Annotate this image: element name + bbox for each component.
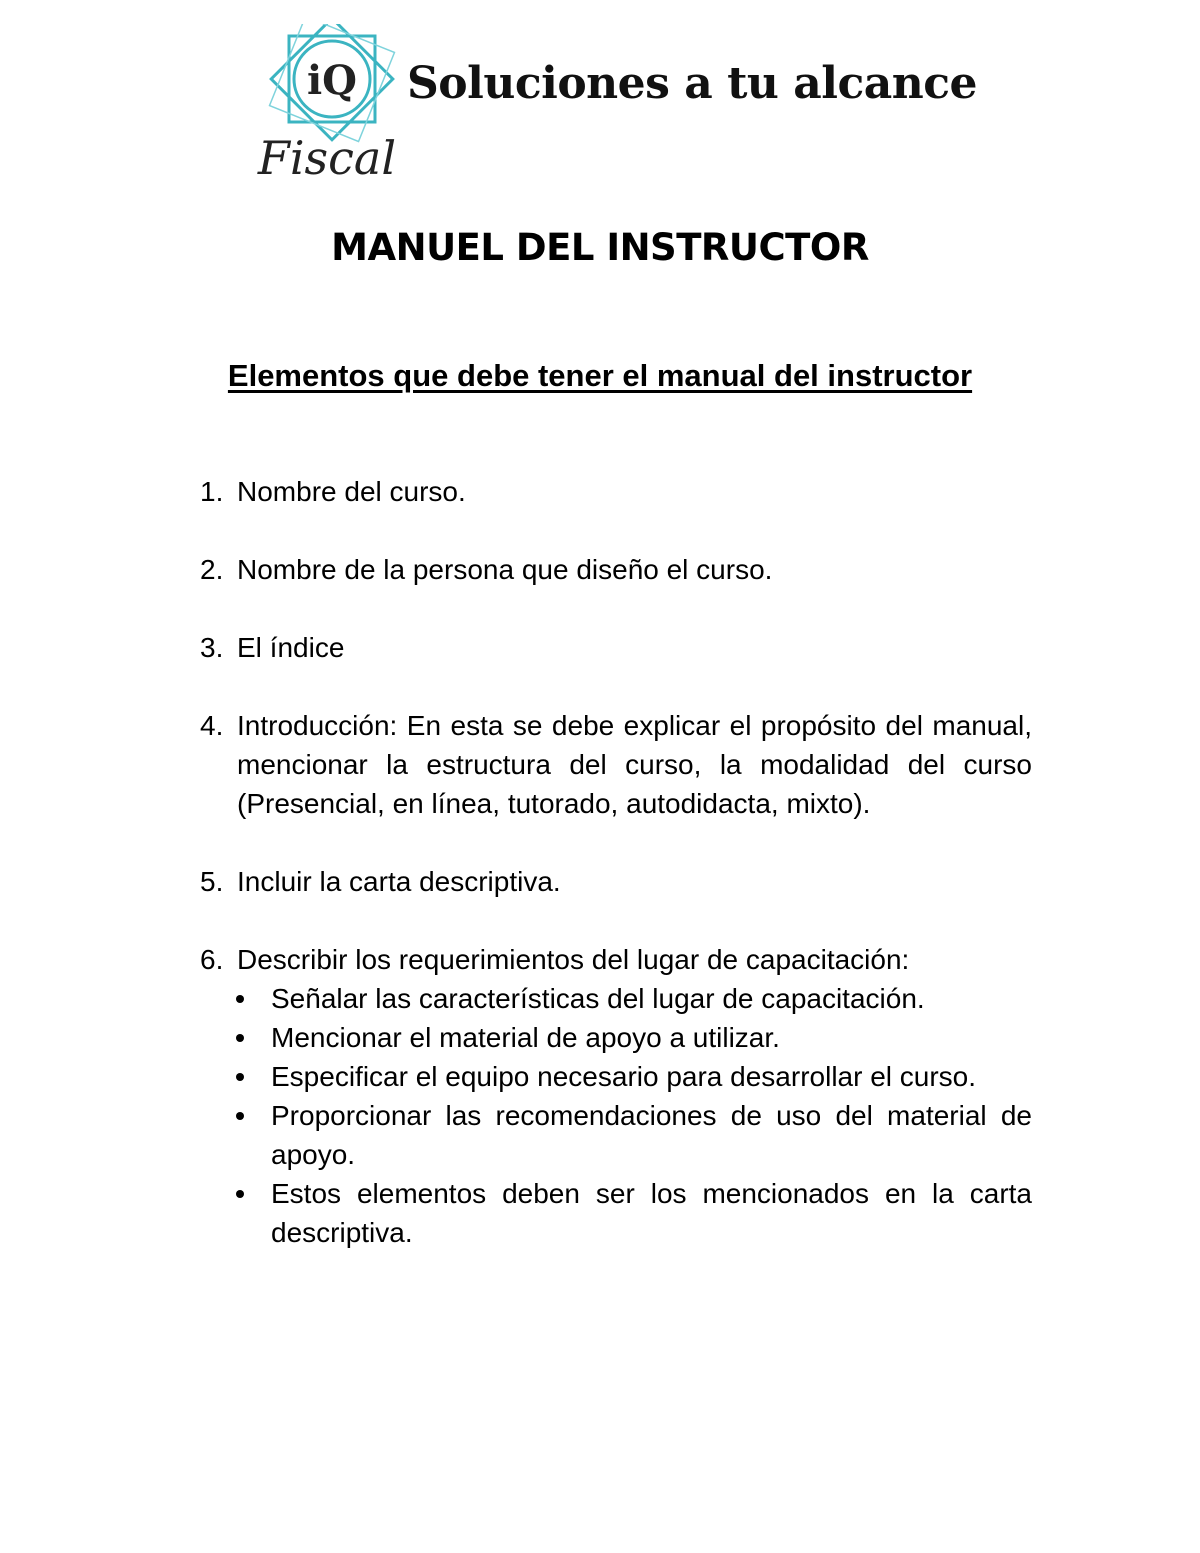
list-item [200, 628, 1032, 667]
item-text: Incluir la carta descriptiva. [237, 866, 561, 897]
section-subtitle: Elementos que debe tener el manual del instructor [227, 358, 973, 393]
page-header [255, 24, 978, 184]
item-text: El índice [237, 632, 345, 663]
item-number: 2. [200, 554, 224, 585]
item-number: 3. [200, 632, 224, 663]
bullet-item [200, 1174, 1032, 1252]
list-item [200, 862, 1032, 901]
bullet-text: Señalar las características del lugar de capacitación. [271, 983, 925, 1014]
bullet-item [200, 1096, 1032, 1174]
item-number: 4. [200, 710, 224, 741]
bullet-icon [236, 1112, 244, 1120]
list-item [200, 472, 1032, 511]
bullet-text: Mencionar el material de apoyo a utilizar. [271, 1022, 780, 1053]
logo-mark-text: iQ [306, 57, 358, 104]
item-number: 6. [200, 944, 224, 975]
bullet-text: Proporcionar las recomendaciones de uso del material de apoyo. [271, 1100, 1032, 1170]
bullet-item [200, 1057, 1032, 1096]
list-item [200, 550, 1032, 589]
page-title: MANUEL DEL INSTRUCTOR [331, 226, 869, 269]
bullet-text: Estos elementos deben ser los mencionados en la carta descriptiva. [271, 1178, 1032, 1248]
item-text: Nombre del curso. [237, 476, 466, 507]
item-text: Describir los requerimientos del lugar de capacitación: [237, 944, 910, 975]
bullet-text: Especificar el equipo necesario para desarrollar el curso. [271, 1061, 977, 1092]
logo-script-text: Fiscal [257, 131, 397, 184]
item-number: 5. [200, 866, 224, 897]
tagline: Soluciones a tu alcance [407, 58, 978, 109]
bullet-item [200, 1018, 1032, 1057]
item-number: 1. [200, 476, 224, 507]
bullet-list [200, 979, 1032, 1252]
bullet-icon [236, 1034, 244, 1042]
list-item [200, 940, 1032, 979]
bullet-icon [236, 1190, 244, 1198]
content [200, 472, 1032, 1252]
bullet-item [200, 979, 1032, 1018]
list-item [200, 706, 1032, 823]
item-text: Nombre de la persona que diseño el curso. [237, 554, 773, 585]
bullet-icon [236, 1073, 244, 1081]
item-text: Introducción: En esta se debe explicar el propósito del manual, mencionar la estructura del curso, la modalidad del curso (Presencial, en línea, tutorado, autodidacta, mixto). [237, 710, 1032, 819]
iq-fiscal-logo [255, 24, 405, 184]
bullet-icon [236, 995, 244, 1003]
